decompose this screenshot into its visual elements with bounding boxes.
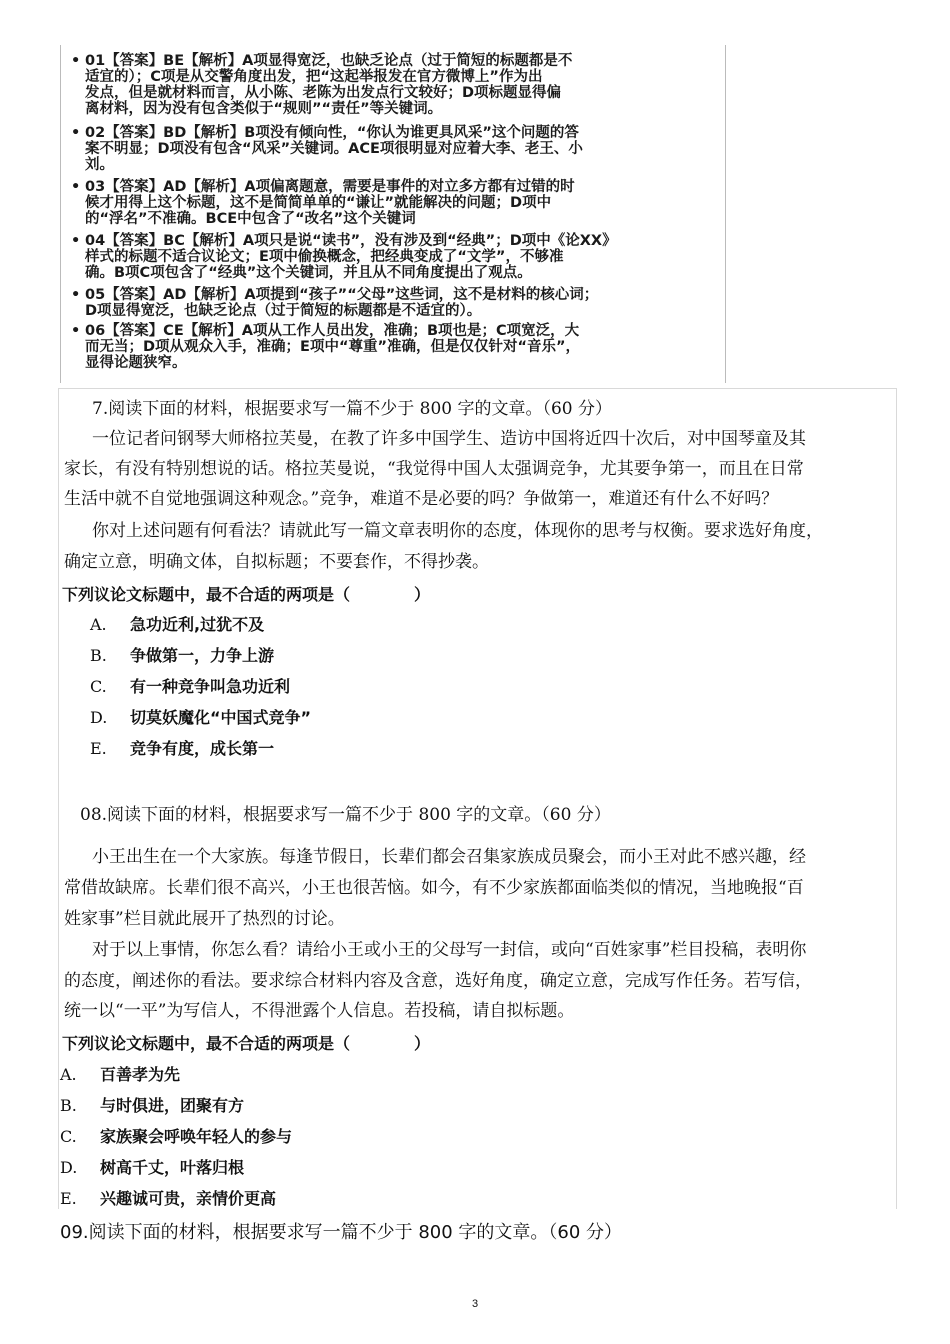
q8-question: 下列议论文标题中，最不合适的两项是（ ） xyxy=(62,1034,431,1053)
q8-option-e[interactable]: E. 兴趣诚可贵，亲情价更高 xyxy=(60,1189,277,1208)
answers-panel xyxy=(60,45,726,383)
q8-option-b[interactable]: B. 与时俱进，团聚有方 xyxy=(60,1096,245,1115)
q8-para2-line2: 的态度，阐述你的看法。要求综合材料内容及含意，选好角度，确定立意，完成写作任务。若写信， xyxy=(64,971,812,991)
answer-item-06: • 06【答案】CE【解析】A项从工作人员出发，准确；B项也是；C项宽泛，大 而无当；D项从观众入手，准确；E项中“尊重”准确，但是仅仅针对“音乐”， 显得论题狭窄。 xyxy=(71,323,581,371)
q7-option-d[interactable]: D. 切莫妖魔化“中国式竞争” xyxy=(90,708,312,727)
q8-option-c[interactable]: C. 家族聚会呼唤年轻人的参与 xyxy=(60,1127,293,1146)
answer-item-03: • 03【答案】AD【解析】A项偏离题意，需要是事件的对立多方都有过错的时 候才用得上这个标题，这不是简简单单的“谦让”就能解决的问题；D项中 的“浮名”不准确。BCE中包含了“改名”这个关键词 xyxy=(71,179,575,227)
q7-option-c[interactable]: C. 有一种竞争叫急功近利 xyxy=(90,677,291,696)
q8-para2-line3: 统一以“一平”为写信人，不得泄露个人信息。若投稿，请自拟标题。 xyxy=(64,1001,575,1021)
q7-para1-line1: 一位记者问钢琴大师格拉芙曼，在教了许多中国学生、造访中国将近四十次后，对中国琴童及其 xyxy=(92,429,806,449)
q8-option-a[interactable]: A. 百善孝为先 xyxy=(60,1065,181,1084)
q7-question: 下列议论文标题中，最不合适的两项是（ ） xyxy=(62,585,431,604)
q8-para1-line1: 小王出生在一个大家族。每逢节假日，长辈们都会召集家族成员聚会，而小王对此不感兴趣，经 xyxy=(92,847,806,867)
q7-option-e[interactable]: E. 竞争有度，成长第一 xyxy=(90,739,275,758)
q7-para1-line3: 生活中就不自觉地强调这种观念。”竞争，难道不是必要的吗？争做第一，难道还有什么不好吗？ xyxy=(64,489,779,509)
q7-para1-line2: 家长，有没有特别想说的话。格拉芙曼说，“我觉得中国人太强调竞争，尤其要争第一，而且在日常 xyxy=(64,459,804,479)
answer-item-04: • 04【答案】BC【解析】A项只是说“读书”，没有涉及到“经典”；D项中《论XX》 样式的标题不适合议论文；E项中偷换概念，把经典变成了“文学”，不够准 确。B项C项包含了“经典”这个关键词，并且从不同角度提出了观点。 xyxy=(71,233,617,281)
q8-para1-line2: 常借故缺席。长辈们很不高兴，小王也很苦恼。如今，有不少家族都面临类似的情况，当地晚报“百 xyxy=(64,878,804,898)
answer-item-02: • 02【答案】BD【解析】B项没有倾向性，“你认为谁更具风采”这个问题的答 案不明显；D项没有包含“风采”关键词。ACE项很明显对应着大李、老王、小 刘。 xyxy=(71,125,583,173)
answer-item-01: • 01【答案】BE【解析】A项显得宽泛，也缺乏论点（过于简短的标题都是不 适宜的）；C项是从交警角度出发，把“这起举报发在官方微博上”作为出 发点，但是就材料而言，从小陈、老陈为出发点行文较好；D项标题显得偏 离材料，因为没有包含类似于“规则”“责任”等关键词。 xyxy=(71,53,573,117)
q7-title: 7.阅读下面的材料，根据要求写一篇不少于 800 字的文章。（60 分） xyxy=(92,399,613,419)
q8-title: 08.阅读下面的材料，根据要求写一篇不少于 800 字的文章。（60 分） xyxy=(80,805,611,825)
q8-option-d[interactable]: D. 树高千丈，叶落归根 xyxy=(60,1158,245,1177)
q8-para1-line3: 姓家事”栏目就此展开了热烈的讨论。 xyxy=(64,909,345,929)
q7-option-a[interactable]: A. 急功近利,过犹不及 xyxy=(90,615,265,634)
q7-option-b[interactable]: B. 争做第一，力争上游 xyxy=(90,646,275,665)
q8-para2-line1: 对于以上事情，你怎么看？请给小王或小王的父母写一封信，或向“百姓家事”栏目投稿，表明你 xyxy=(92,940,807,960)
q7-para2-line2: 确定立意，明确文体，自拟标题；不要套作，不得抄袭。 xyxy=(64,552,489,572)
q7-para2-line1: 你对上述问题有何看法？请就此写一篇文章表明你的态度，体现你的思考与权衡。要求选好角度， xyxy=(92,521,823,541)
page-number: 3 xyxy=(471,1298,479,1310)
answer-item-05: • 05【答案】AD【解析】A项提到“孩子”“父母”这些词，这不是材料的核心词； D项显得宽泛，也缺乏论点（过于简短的标题都是不适宜的）。 xyxy=(71,287,599,319)
q9-title: 09.阅读下面的材料，根据要求写一篇不少于 800 字的文章。（60 分） xyxy=(60,1222,623,1243)
